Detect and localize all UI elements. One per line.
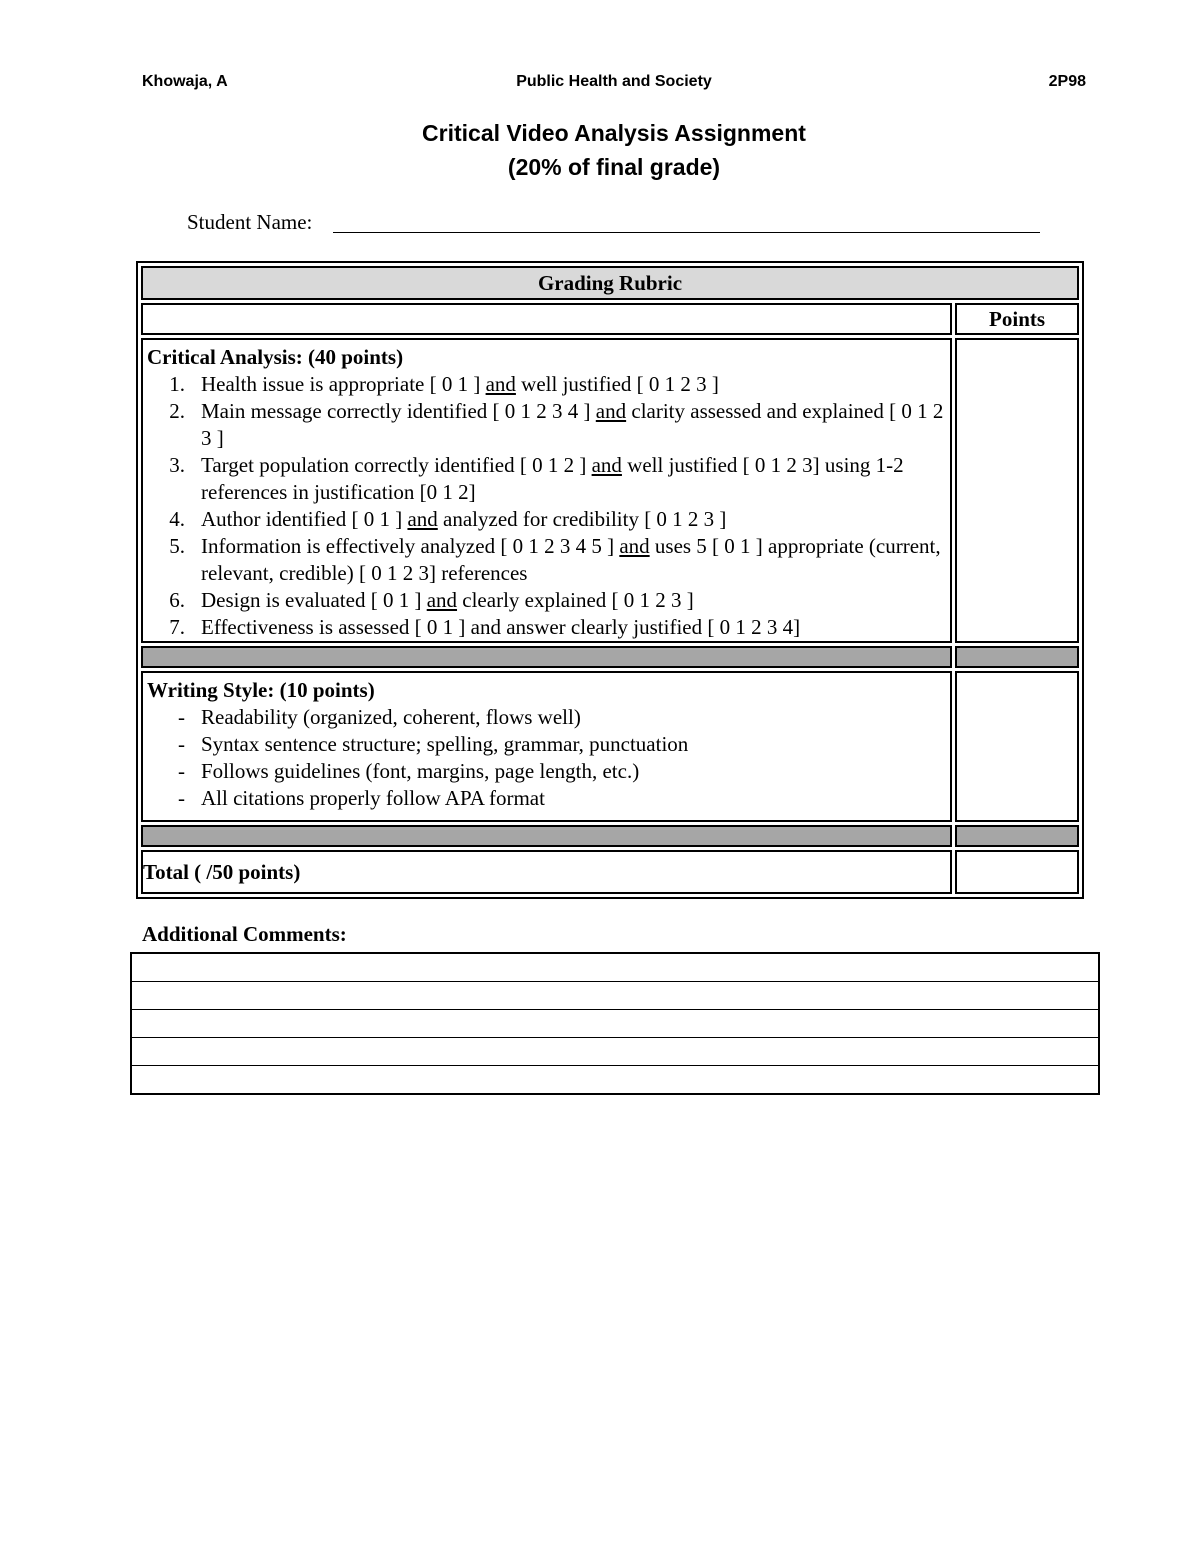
item-number: 6. (169, 588, 185, 612)
header-course: Public Health and Society (516, 73, 712, 90)
item-number: 7. (169, 615, 185, 639)
writing-style-cell (141, 671, 952, 822)
writing-item (147, 731, 946, 758)
item-text-part: uses 5 [ 0 1 ] appropriate (current, relevant, credible) [ 0 1 2 3] references (201, 534, 941, 585)
item-text-underlined: and (407, 507, 438, 531)
comment-line[interactable] (132, 982, 1098, 1010)
separator-cell (141, 825, 952, 847)
item-number: 5. (169, 534, 185, 558)
critical-item (147, 614, 946, 641)
writing-item (147, 785, 946, 812)
item-text-underlined: and (426, 588, 458, 612)
item-text (201, 587, 946, 614)
item-text-part: analyzed for credibility [ 0 1 2 3 ] (437, 507, 727, 531)
additional-comments-box[interactable] (130, 952, 1100, 1095)
item-text: Follows guidelines (font, margins, page length, etc.) (201, 759, 640, 783)
item-number: 3. (169, 453, 185, 477)
item-text-part: Design is evaluated [ 0 1 ] (201, 588, 427, 612)
item-text-part: Health issue is appropriate [ 0 1 ] (201, 372, 486, 396)
document-title (0, 116, 1200, 184)
item-text-underlined: and (595, 399, 627, 423)
critical-item (147, 398, 946, 452)
comment-line[interactable] (132, 1066, 1098, 1093)
title-line-2: (20% of final grade) (507, 154, 721, 180)
item-bullet: - (178, 705, 185, 729)
total-label: Total ( /50 points) (141, 850, 952, 894)
item-text-part: well justified [ 0 1 2 3] using 1-2 references in justification [0 1 2] (201, 453, 904, 504)
critical-item (147, 587, 946, 614)
total-points[interactable] (955, 850, 1079, 894)
item-text: Readability (organized, coherent, flows well) (201, 705, 581, 729)
item-text (201, 371, 946, 398)
critical-item (147, 452, 946, 506)
item-text: All citations properly follow APA format (201, 786, 545, 810)
item-text-part: clarity assessed and explained [ 0 1 2 3 ] (201, 399, 944, 450)
item-bullet: - (178, 759, 185, 783)
item-text-part: Information is effectively analyzed [ 0 1 2 3 4 5 ] (201, 534, 620, 558)
criteria-header-cell (141, 303, 952, 335)
student-name-label: Student Name: (187, 210, 313, 234)
item-text-part: Author identified [ 0 1 ] (201, 507, 408, 531)
critical-analysis-points[interactable] (955, 338, 1079, 643)
writing-style-section (143, 673, 950, 820)
rubric-heading: Grading Rubric (141, 266, 1079, 300)
item-number: 1. (169, 372, 185, 396)
item-text (201, 533, 946, 587)
student-name-field[interactable] (333, 232, 1040, 233)
item-bullet: - (178, 786, 185, 810)
comment-line[interactable] (132, 1038, 1098, 1066)
item-text-underlined: and (619, 534, 650, 558)
item-text-part: Target population correctly identified [ 0 1 2 ] (201, 453, 592, 477)
grading-rubric-table (136, 261, 1084, 899)
item-text-part: Effectiveness is assessed [ 0 1 ] and answer clearly justified [ 0 1 2 3 4] (201, 615, 801, 639)
comment-line[interactable] (132, 954, 1098, 982)
separator-cell (141, 646, 952, 668)
separator-cell (955, 646, 1079, 668)
item-number: 4. (169, 507, 185, 531)
item-text: Syntax sentence structure; spelling, grammar, punctuation (201, 732, 689, 756)
critical-item (147, 533, 946, 587)
item-text (201, 506, 946, 533)
critical-item (147, 506, 946, 533)
critical-analysis-title: Critical Analysis: (40 points) (147, 345, 404, 369)
item-text-underlined: and (591, 453, 622, 477)
writing-style-list (147, 704, 946, 812)
item-text-part: Main message correctly identified [ 0 1 2 3 4 ] (201, 399, 596, 423)
item-text-part: clearly explained [ 0 1 2 3 ] (457, 588, 694, 612)
critical-analysis-section (143, 340, 950, 641)
item-text-part: well justified [ 0 1 2 3 ] (515, 372, 719, 396)
critical-analysis-list (147, 371, 946, 641)
comment-line[interactable] (132, 1010, 1098, 1038)
item-text (201, 452, 946, 506)
critical-item (147, 371, 946, 398)
item-text-underlined: and (485, 372, 516, 396)
title-line-1: Critical Video Analysis Assignment (422, 120, 806, 146)
critical-analysis-cell (141, 338, 952, 643)
writing-style-points[interactable] (955, 671, 1079, 822)
item-text (201, 614, 946, 641)
header-author: Khowaja, A (142, 73, 228, 90)
writing-style-title: Writing Style: (10 points) (147, 678, 375, 702)
item-text (201, 398, 946, 452)
points-header: Points (955, 303, 1079, 335)
writing-item (147, 758, 946, 785)
additional-comments-label: Additional Comments: (142, 922, 347, 946)
item-bullet: - (178, 732, 185, 756)
separator-cell (955, 825, 1079, 847)
writing-item (147, 704, 946, 731)
header-course-code: 2P98 (1048, 73, 1086, 90)
item-number: 2. (169, 399, 185, 423)
